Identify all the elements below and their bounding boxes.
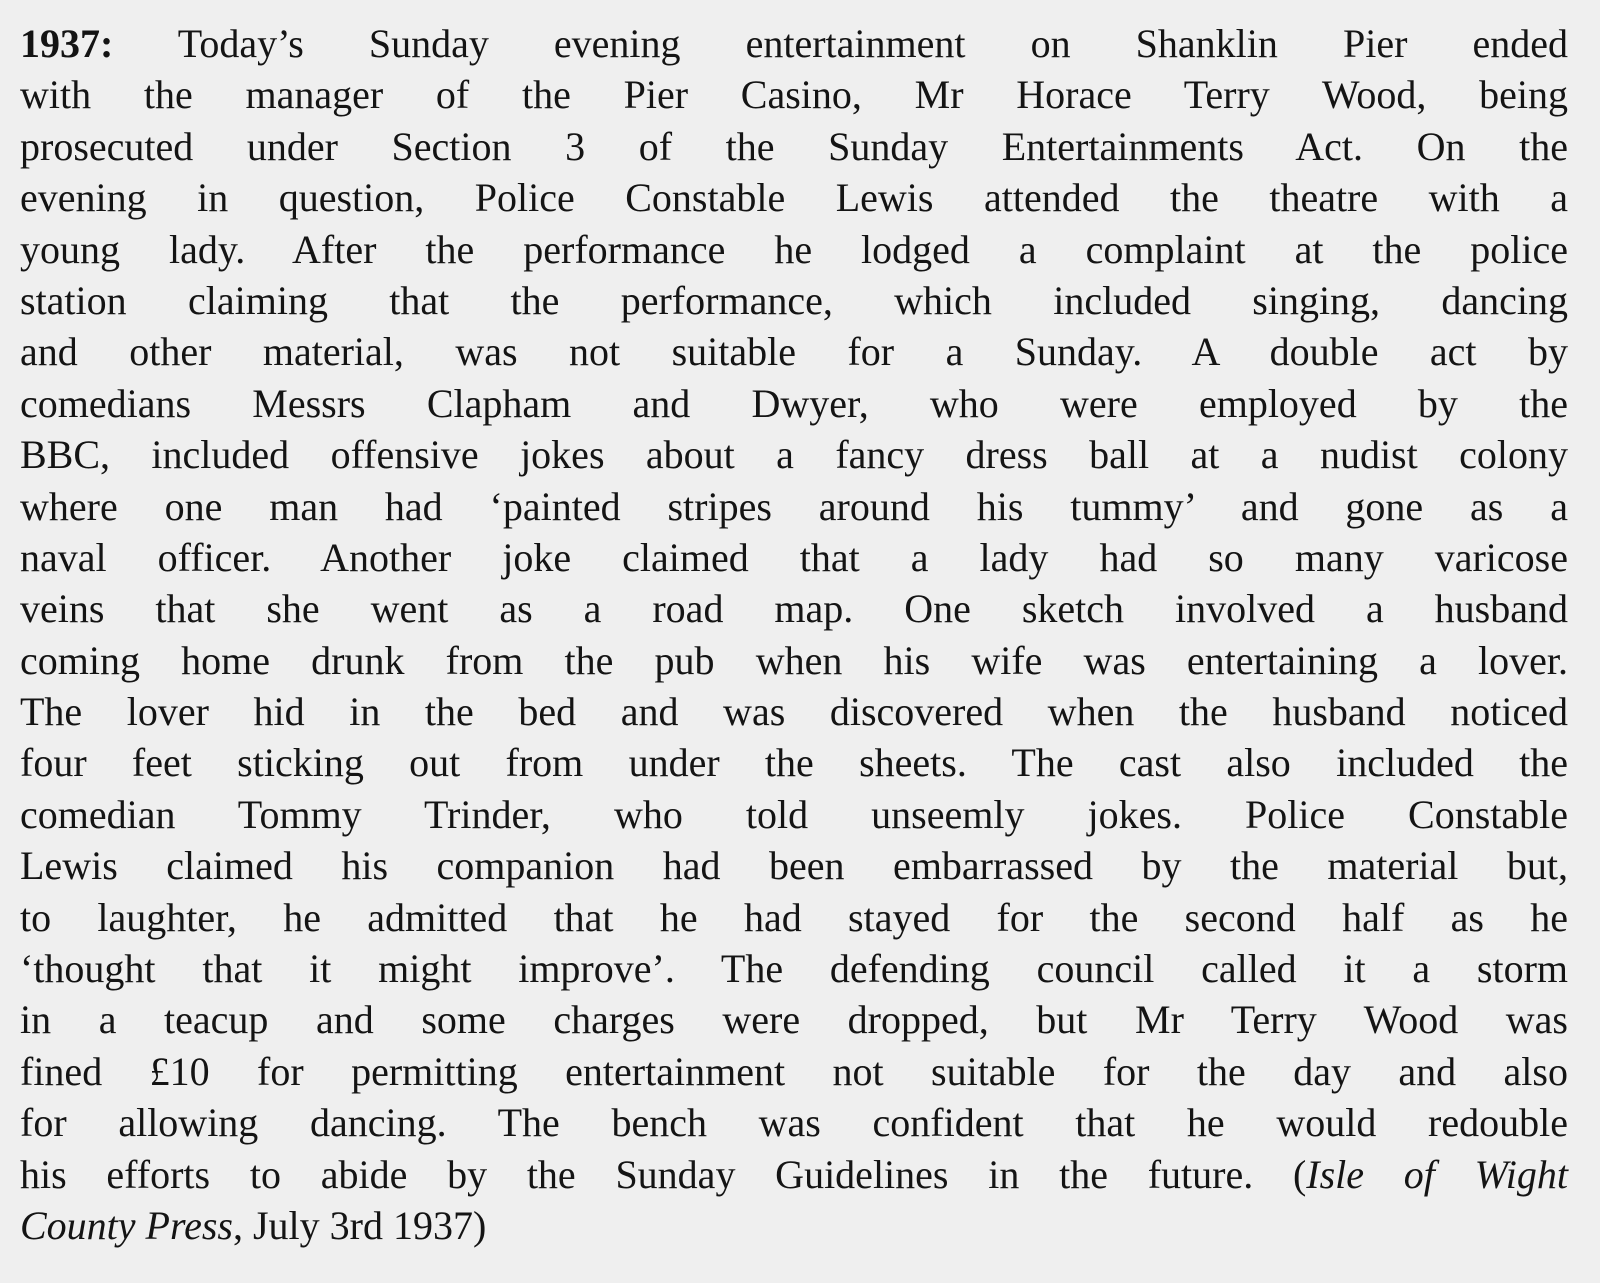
source-publication-part2: County Press	[20, 1202, 233, 1248]
source-publication-part1: Isle of Wight	[1306, 1151, 1568, 1197]
year-label: 1937:	[20, 21, 114, 66]
article-line	[20, 1149, 1568, 1200]
source-date: , July 3rd 1937)	[232, 1202, 487, 1248]
article-line: and other material, was not suitable for a Sunday. A double act by	[20, 329, 1568, 375]
article-line: Lewis claimed his companion had been embarrassed by the material but,	[20, 843, 1568, 889]
article-line: where one man had ‘painted stripes around his tummy’ and gone as a	[20, 483, 1568, 529]
article-line	[20, 18, 1568, 69]
article-line-text: Today’s Sunday evening entertainment on Shanklin Pier ended	[177, 21, 1568, 66]
article-line: evening in question, Police Constable Lewis attended the theatre with a	[20, 175, 1568, 221]
article-line: for allowing dancing. The bench was confident that he would redouble	[20, 1100, 1568, 1146]
article-line: young lady. After the performance he lodged a complaint at the police	[20, 226, 1568, 272]
article-line: ‘thought that it might improve’. The defending council called it a storm	[20, 946, 1568, 992]
article-line: The lover hid in the bed and was discovered when the husband noticed	[20, 689, 1568, 735]
article-line: fined £10 for permitting entertainment not suitable for the day and also	[20, 1048, 1568, 1094]
article-line: to laughter, he admitted that he had stayed for the second half as he	[20, 894, 1568, 940]
article-line: comedians Messrs Clapham and Dwyer, who were employed by the	[20, 380, 1568, 426]
article-line: naval officer. Another joke claimed that a lady had so many varicose	[20, 534, 1568, 580]
article-line-text: his efforts to abide by the Sunday Guidelines in the future. (	[20, 1151, 1307, 1197]
article-line	[20, 1200, 1568, 1251]
article-line: veins that she went as a road map. One sketch involved a husband	[20, 586, 1568, 632]
article-line: prosecuted under Section 3 of the Sunday Entertainments Act. On the	[20, 123, 1568, 169]
article-text	[20, 18, 1568, 1251]
article-line: four feet sticking out from under the sheets. The cast also included the	[20, 740, 1568, 786]
article-line: BBC, included offensive jokes about a fancy dress ball at a nudist colony	[20, 432, 1568, 478]
article-line: coming home drunk from the pub when his wife was entertaining a lover.	[20, 637, 1568, 683]
article-line: comedian Tommy Trinder, who told unseemly jokes. Police Constable	[20, 791, 1568, 837]
article-line: station claiming that the performance, which included singing, dancing	[20, 277, 1568, 323]
article-line: with the manager of the Pier Casino, Mr Horace Terry Wood, being	[20, 72, 1568, 118]
article-line: in a teacup and some charges were dropped, but Mr Terry Wood was	[20, 997, 1568, 1043]
